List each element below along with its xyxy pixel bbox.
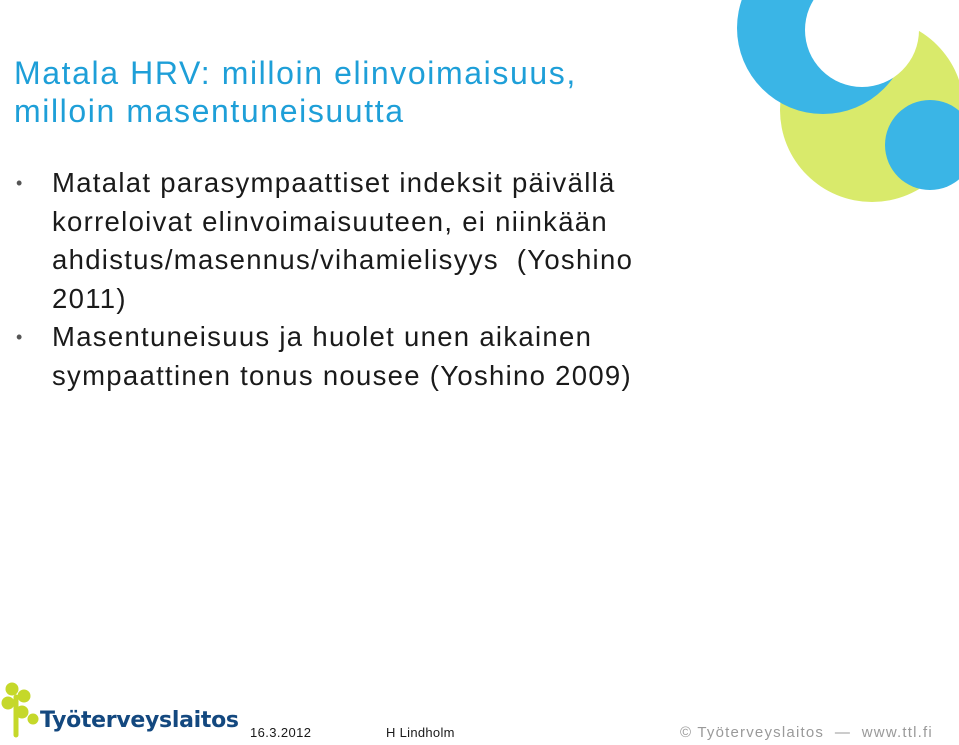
bullet-text-line: 2011) <box>52 282 127 314</box>
footer-date: 16.3.2012 <box>250 725 312 740</box>
bullet-item <box>14 318 744 395</box>
title-line-2: milloin masentuneisuutta <box>14 93 405 129</box>
bullet-item <box>14 164 744 318</box>
bullet-dot-icon: • <box>16 173 24 193</box>
green-circle <box>780 18 959 202</box>
bullet-dot-icon: • <box>16 327 24 347</box>
blue-circle-small <box>885 100 959 190</box>
bullet-text-line: Matalat parasympaattiset indeksit päivällä <box>52 167 616 198</box>
slide-title <box>14 54 734 130</box>
bullet-text-line: Masentuneisuus ja huolet unen aikainen <box>52 321 593 352</box>
bullet-text-line: ahdistus/masennus/vihamielisyys (Yoshino <box>52 244 634 275</box>
bullet-text-line: sympaattinen tonus nousee (Yoshino 2009) <box>52 359 632 391</box>
bullet-text-line: korreloivat elinvoimaisuuteen, ei niinkään <box>52 205 608 237</box>
blue-circle-large <box>737 0 909 114</box>
footer-author: H Lindholm <box>386 725 455 740</box>
bullet-list <box>14 164 744 395</box>
ttl-logo-mark <box>2 683 39 736</box>
footer-copyright: © Työterveyslaitos — www.ttl.fi <box>680 724 933 741</box>
ttl-logo-text: Työterveyslaitos <box>40 708 239 733</box>
white-circle-overlap <box>805 0 919 87</box>
title-line-1: Matala HRV: milloin elinvoimaisuus, <box>14 55 577 91</box>
